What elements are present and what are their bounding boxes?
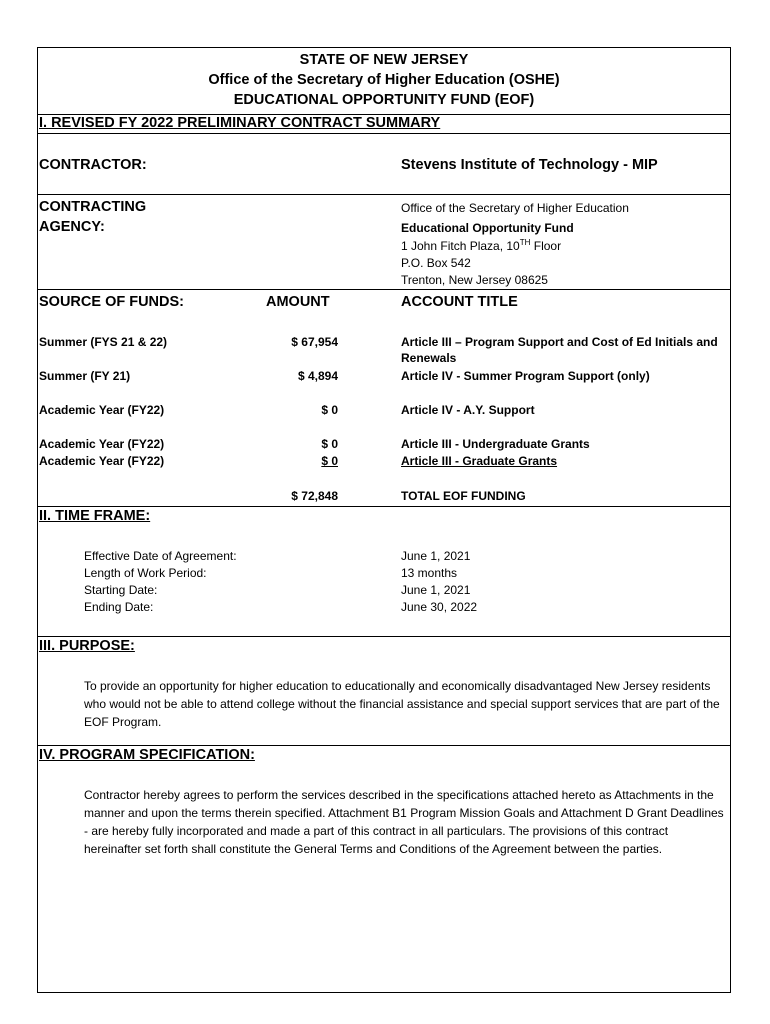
fund-source: Academic Year (FY22): [39, 403, 165, 417]
fund-amount: $ 0: [321, 437, 338, 451]
agency-city: Trenton, New Jersey 08625: [401, 273, 548, 287]
funds-account-header: ACCOUNT TITLE: [401, 294, 518, 310]
contractor-label: CONTRACTOR:: [39, 157, 147, 173]
fund-account-cont: Renewals: [401, 351, 457, 365]
fund-source: Academic Year (FY22): [39, 454, 165, 468]
divider: [37, 506, 731, 507]
time-label: Ending Date:: [84, 600, 154, 614]
divider: [37, 194, 731, 195]
divider: [37, 289, 731, 290]
section-2-title: II. TIME FRAME:: [39, 508, 151, 524]
fund-source: Summer (FYS 21 & 22): [39, 335, 168, 349]
fund-account: Article IV - Summer Program Support (only): [401, 369, 650, 383]
time-label: Starting Date:: [84, 583, 158, 597]
fund-account: Article III – Program Support and Cost of Ed Initials and: [401, 335, 718, 349]
fund-account: Article III - Graduate Grants: [401, 454, 558, 468]
fund-account: Article IV - A.Y. Support: [401, 403, 535, 417]
agency-office: Office of the Secretary of Higher Education: [401, 201, 629, 215]
time-value: June 1, 2021: [401, 549, 471, 563]
program-spec-text: Contractor hereby agrees to perform the services described in the specifications attached hereto as Attachments in the manner and upon the terms therein specified. Attachment B1 Program Mission Goals and Attachment D Grant Deadlines - are hereby fully incorporated and made a part of this contract in all particulars. The provisions of this contract hereinafter set forth shall constitute the General Terms and Conditions of the Agreement between the parties.: [84, 788, 724, 856]
section-4-title: IV. PROGRAM SPECIFICATION:: [39, 747, 255, 763]
total-label: TOTAL EOF FUNDING: [401, 489, 526, 503]
fund-source: Summer (FY 21): [39, 369, 131, 383]
agency-address: 1 John Fitch Plaza, 10TH Floor: [401, 238, 562, 253]
agency-label-1: CONTRACTING: [39, 199, 147, 215]
divider: [37, 133, 731, 134]
agency-po-box: P.O. Box 542: [401, 256, 471, 270]
time-label: Length of Work Period:: [84, 566, 207, 580]
purpose-text: To provide an opportunity for higher education to educationally and economically disadvantaged New Jersey residents who would not be able to attend college without the financial assistance and special support services that are part of the EOF Program.: [84, 679, 720, 729]
funds-amount-header: AMOUNT: [266, 294, 330, 310]
agency-label-2: AGENCY:: [39, 219, 105, 235]
fund-account: Article III - Undergraduate Grants: [401, 437, 590, 451]
contractor-value: Stevens Institute of Technology - MIP: [401, 157, 658, 173]
fund-amount: $ 67,954: [291, 335, 338, 349]
fund-amount: $ 0: [321, 454, 338, 468]
total-amount: $ 72,848: [291, 489, 338, 503]
time-value: June 1, 2021: [401, 583, 471, 597]
header-fund: EDUCATIONAL OPPORTUNITY FUND (EOF): [233, 92, 535, 108]
funds-source-header: SOURCE OF FUNDS:: [39, 294, 184, 310]
time-value: June 30, 2022: [401, 600, 478, 614]
fund-amount: $ 4,894: [297, 369, 338, 383]
time-value: 13 months: [401, 566, 458, 580]
fund-amount: $ 0: [321, 403, 338, 417]
agency-program: Educational Opportunity Fund: [401, 221, 574, 235]
header-office: Office of the Secretary of Higher Education (OSHE): [208, 72, 560, 88]
section-1-title: I. REVISED FY 2022 PRELIMINARY CONTRACT SUMMARY: [39, 115, 441, 131]
time-label: Effective Date of Agreement:: [84, 549, 237, 563]
fund-source: Academic Year (FY22): [39, 437, 165, 451]
divider: [37, 745, 731, 746]
header-state: STATE OF NEW JERSEY: [299, 52, 469, 68]
divider: [37, 636, 731, 637]
section-3-title: III. PURPOSE:: [39, 638, 135, 654]
